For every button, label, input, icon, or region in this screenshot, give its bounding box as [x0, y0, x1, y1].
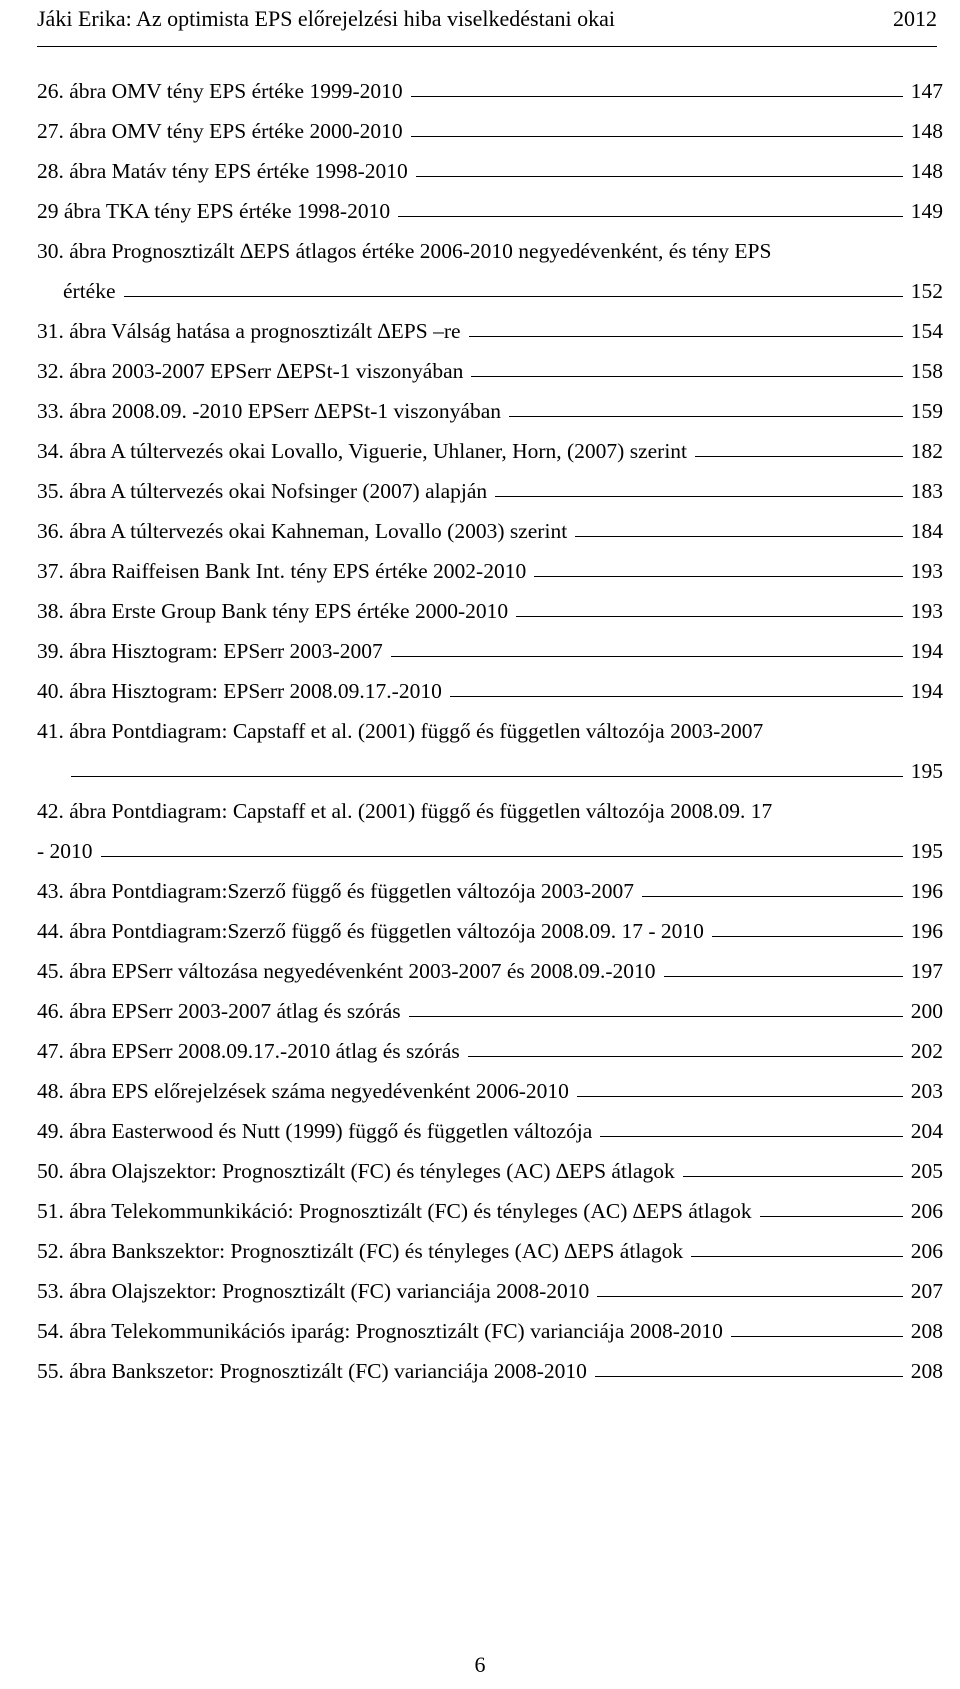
leader-line: [450, 696, 903, 697]
leader-line: [411, 136, 903, 137]
toc-entry-title: 35. ábra A túltervezés okai Nofsinger (2007) alapján: [37, 479, 488, 503]
leader-line: [411, 96, 903, 97]
toc-entry[interactable]: [37, 1264, 943, 1304]
toc-entry[interactable]: [37, 984, 943, 1024]
toc-entry-page: 194: [910, 639, 943, 663]
toc-entry-title: 36. ábra A túltervezés okai Kahneman, Lovallo (2003) szerint: [37, 519, 568, 543]
toc-entry[interactable]: [37, 824, 943, 864]
toc-entry-page: 193: [910, 559, 943, 583]
toc-entry-page: 207: [910, 1279, 943, 1303]
page-number: 6: [474, 1652, 486, 1677]
toc-entry[interactable]: [37, 1064, 943, 1104]
toc-entry-page: 159: [910, 399, 943, 423]
leader-line: [124, 296, 903, 297]
leader-line: [642, 896, 903, 897]
toc-entry-page: 208: [910, 1319, 943, 1343]
leader-line: [469, 336, 903, 337]
toc-entry-title: 44. ábra Pontdiagram:Szerző függő és független változója 2008.09. 17 - 2010: [37, 919, 704, 943]
toc-entry-page: 202: [910, 1039, 943, 1063]
toc-entry-page: 196: [910, 919, 943, 943]
toc-entry[interactable]: [37, 784, 943, 824]
toc-entry[interactable]: [37, 304, 943, 344]
toc-entry[interactable]: [37, 1024, 943, 1064]
toc-entry[interactable]: [37, 1184, 943, 1224]
toc-entry-title: 39. ábra Hisztogram: EPSerr 2003-2007: [37, 639, 383, 663]
leader-line: [695, 456, 903, 457]
toc-entry-page: 195: [910, 759, 943, 783]
toc-entry-title: 53. ábra Olajszektor: Prognosztizált (FC) varianciája 2008-2010: [37, 1279, 590, 1303]
leader-line: [760, 1216, 903, 1217]
toc-entry[interactable]: [37, 144, 943, 184]
toc-entry-title: értéke: [63, 279, 116, 303]
toc-entry[interactable]: [37, 1344, 943, 1384]
toc-entry-page: 152: [910, 279, 943, 303]
toc-entry[interactable]: [37, 184, 943, 224]
leader-line: [409, 1016, 903, 1017]
toc-entry-title: 29 ábra TKA tény EPS értéke 1998-2010: [37, 199, 391, 223]
toc-entry-page: 148: [910, 119, 943, 143]
leader-line: [575, 536, 903, 537]
leader-line: [600, 1136, 902, 1137]
toc-entry-title: 46. ábra EPSerr 2003-2007 átlag és szórás: [37, 999, 401, 1023]
toc-entry-page: 182: [910, 439, 943, 463]
toc-entry-title: 51. ábra Telekommunkikáció: Prognosztizált (FC) és tényleges (AC) ∆EPS átlagok: [37, 1199, 752, 1223]
leader-line: [391, 656, 903, 657]
toc-entry-page: 195: [910, 839, 943, 863]
toc-entry-title: 33. ábra 2008.09. -2010 EPSerr ∆EPSt-1 viszonyában: [37, 399, 501, 423]
toc-entry-title: 48. ábra EPS előrejelzések száma negyedévenként 2006-2010: [37, 1079, 569, 1103]
toc-entry-page: 154: [910, 319, 943, 343]
leader-line: [664, 976, 903, 977]
toc-entry-title: - 2010: [37, 839, 93, 863]
toc-entry[interactable]: [37, 584, 943, 624]
leader-line: [731, 1336, 903, 1337]
toc-entry[interactable]: [37, 104, 943, 144]
toc-entry-title: 30. ábra Prognosztizált ∆EPS átlagos értéke 2006-2010 negyedévenként, és tény EPS: [37, 239, 772, 263]
toc-entry[interactable]: [37, 904, 943, 944]
toc-entry-title: 34. ábra A túltervezés okai Lovallo, Viguerie, Uhlaner, Horn, (2007) szerint: [37, 439, 688, 463]
leader-line: [577, 1096, 903, 1097]
toc-entry-page: 158: [910, 359, 943, 383]
leader-line: [468, 1056, 903, 1057]
toc-entry-page: 184: [910, 519, 943, 543]
toc-entry-title: 32. ábra 2003-2007 EPSerr ∆EPSt-1 viszonyában: [37, 359, 464, 383]
toc-entry[interactable]: [37, 1224, 943, 1264]
toc-entry-title: 40. ábra Hisztogram: EPSerr 2008.09.17.-2010: [37, 679, 442, 703]
leader-line: [398, 216, 903, 217]
toc-entry-title: 47. ábra EPSerr 2008.09.17.-2010 átlag és szórás: [37, 1039, 460, 1063]
toc-entry-page: 197: [910, 959, 943, 983]
toc-entry-page: 194: [910, 679, 943, 703]
leader-line: [416, 176, 903, 177]
toc-entry[interactable]: [37, 64, 943, 104]
toc-entry[interactable]: [37, 864, 943, 904]
toc-entry[interactable]: [37, 384, 943, 424]
leader-line: [595, 1376, 903, 1377]
toc-entry-title: 55. ábra Bankszetor: Prognosztizált (FC) varianciája 2008-2010: [37, 1359, 587, 1383]
toc-entry[interactable]: [37, 1144, 943, 1184]
toc-entry[interactable]: [37, 504, 943, 544]
header-year: 2012: [893, 6, 937, 31]
toc-entry-title: 38. ábra Erste Group Bank tény EPS értéke 2000-2010: [37, 599, 509, 623]
toc-entry-page: 208: [910, 1359, 943, 1383]
leader-line: [509, 416, 903, 417]
toc-entry-title: 52. ábra Bankszektor: Prognosztizált (FC) és tényleges (AC) ∆EPS átlagok: [37, 1239, 684, 1263]
toc-entry-page: 200: [910, 999, 943, 1023]
toc-entry[interactable]: [37, 624, 943, 664]
toc-entry[interactable]: [37, 344, 943, 384]
header-title: Jáki Erika: Az optimista EPS előrejelzési hiba viselkedéstani okai: [37, 6, 615, 31]
toc-entry-title: 49. ábra Easterwood és Nutt (1999) függő és független változója: [37, 1119, 593, 1143]
toc-entry[interactable]: [37, 944, 943, 984]
toc-entry[interactable]: [37, 1104, 943, 1144]
toc-entry[interactable]: [37, 1304, 943, 1344]
toc-entry-page: 203: [910, 1079, 943, 1103]
toc-entry-title: 54. ábra Telekommunikációs iparág: Prognosztizált (FC) varianciája 2008-2010: [37, 1319, 723, 1343]
leader-line: [683, 1176, 903, 1177]
toc-entry-page: 183: [910, 479, 943, 503]
toc-entry[interactable]: [37, 464, 943, 504]
leader-line: [101, 856, 903, 857]
leader-line: [71, 776, 903, 777]
toc-entry-page: 193: [910, 599, 943, 623]
toc-entry-page: 148: [910, 159, 943, 183]
toc-entry[interactable]: [37, 664, 943, 704]
list-of-figures: [37, 64, 943, 1384]
toc-entry-title: 26. ábra OMV tény EPS értéke 1999-2010: [37, 79, 403, 103]
toc-entry-title: 31. ábra Válság hatása a prognosztizált ∆EPS –re: [37, 319, 461, 343]
toc-entry[interactable]: [37, 264, 943, 304]
leader-line: [471, 376, 902, 377]
toc-entry-page: 204: [910, 1119, 943, 1143]
leader-line: [597, 1296, 902, 1297]
toc-entry-page: 206: [910, 1199, 943, 1223]
toc-entry[interactable]: [37, 424, 943, 464]
toc-entry-page: 149: [910, 199, 943, 223]
toc-entry-page: 205: [910, 1159, 943, 1183]
toc-entry-title: 37. ábra Raiffeisen Bank Int. tény EPS értéke 2002-2010: [37, 559, 527, 583]
leader-line: [516, 616, 903, 617]
toc-entry-title: 27. ábra OMV tény EPS értéke 2000-2010: [37, 119, 403, 143]
toc-entry-page: 196: [910, 879, 943, 903]
running-header: [37, 0, 937, 47]
toc-entry-page: 147: [910, 79, 943, 103]
toc-entry-title: 43. ábra Pontdiagram:Szerző függő és független változója 2003-2007: [37, 879, 635, 903]
toc-entry[interactable]: [37, 744, 943, 784]
leader-line: [712, 936, 903, 937]
toc-entry-title: 50. ábra Olajszektor: Prognosztizált (FC) és tényleges (AC) ∆EPS átlagok: [37, 1159, 675, 1183]
toc-entry-title: 42. ábra Pontdiagram: Capstaff et al. (2001) függő és független változója 2008.09. 17: [37, 799, 773, 823]
toc-entry-title: 41. ábra Pontdiagram: Capstaff et al. (2001) függő és független változója 2003-2007: [37, 719, 764, 743]
toc-entry-page: 206: [910, 1239, 943, 1263]
toc-entry-title: 28. ábra Matáv tény EPS értéke 1998-2010: [37, 159, 408, 183]
leader-line: [495, 496, 903, 497]
toc-entry[interactable]: [37, 544, 943, 584]
toc-entry[interactable]: [37, 704, 943, 744]
toc-entry-title: 45. ábra EPSerr változása negyedévenként 2003-2007 és 2008.09.-2010: [37, 959, 656, 983]
leader-line: [691, 1256, 903, 1257]
toc-entry[interactable]: [37, 224, 943, 264]
leader-line: [534, 576, 903, 577]
